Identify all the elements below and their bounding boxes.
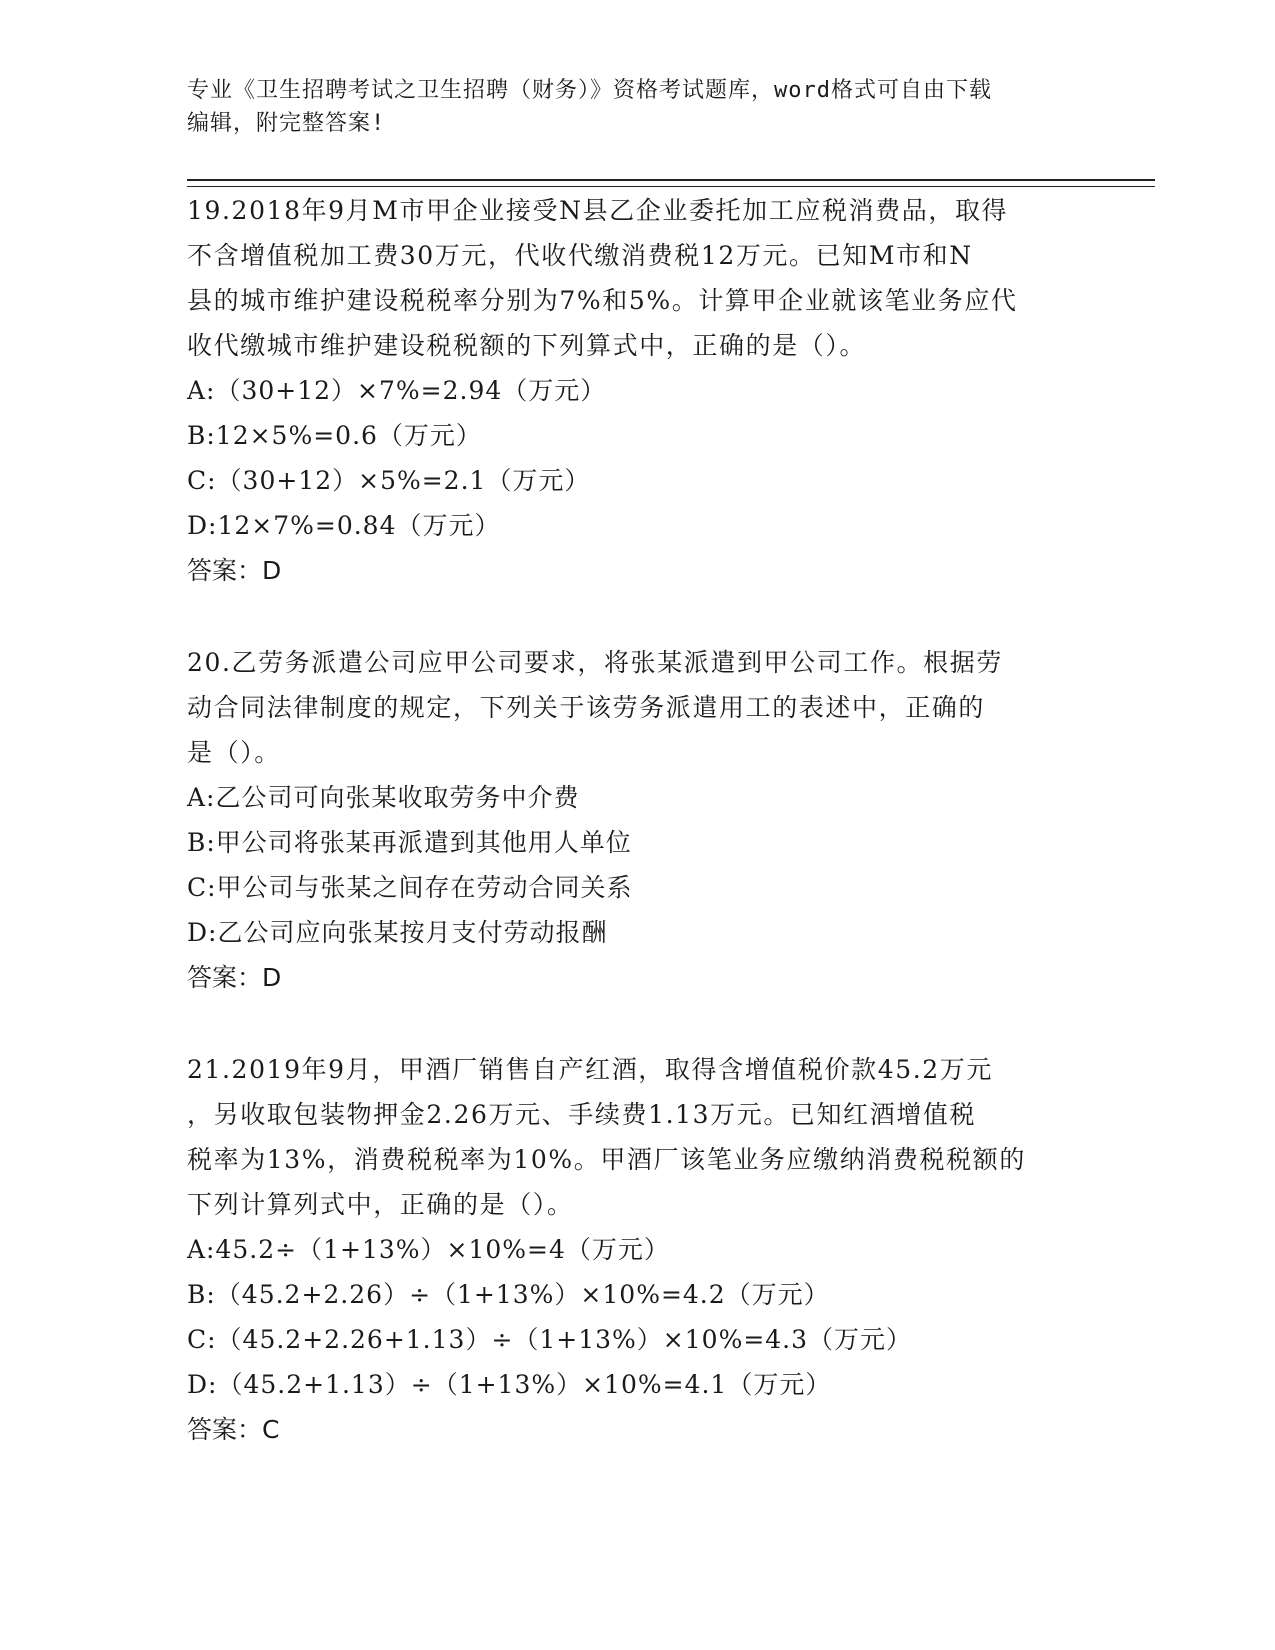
- question-line: 动合同法律制度的规定，下列关于该劳务派遣用工的表述中，正确的: [187, 693, 986, 722]
- option-c: C:甲公司与张某之间存在劳动合同关系: [187, 873, 633, 902]
- option-d: D:乙公司应向张某按月支付劳动报酬: [187, 918, 608, 947]
- question-21: [187, 1047, 1087, 1452]
- option-a: A:45.2÷（1+13%）×10%=4（万元）: [187, 1235, 670, 1264]
- option-a: A:乙公司可向张某收取劳务中介费: [187, 783, 580, 812]
- header-line: 专业《卫生招聘考试之卫生招聘（财务）》资格考试题库，word格式可自由下载: [187, 78, 992, 103]
- option-b: B:12×5%=0.6（万元）: [187, 421, 482, 450]
- question-text: [187, 188, 1087, 368]
- header-line: 编辑，附完整答案!: [187, 111, 386, 136]
- question-line: 是（）。: [187, 738, 281, 767]
- question-19: [187, 188, 1087, 593]
- option-d: D:（45.2+1.13）÷（1+13%）×10%=4.1（万元）: [187, 1370, 832, 1399]
- option-b: B:甲公司将张某再派遣到其他用人单位: [187, 828, 632, 857]
- option-c: C:（45.2+2.26+1.13）÷（1+13%）×10%=4.3（万元）: [187, 1325, 913, 1354]
- question-line: 21.2019年9月，甲酒厂销售自产红酒，取得含增值税价款45.2万元: [187, 1055, 993, 1084]
- option-b: B:（45.2+2.26）÷（1+13%）×10%=4.2（万元）: [187, 1280, 830, 1309]
- answer: 答案：C: [187, 1415, 280, 1444]
- question-line: ，另收取包装物押金2.26万元、手续费1.13万元。已知红酒增值税: [187, 1100, 977, 1129]
- option-d: D:12×7%=0.84（万元）: [187, 511, 501, 540]
- question-line: 19.2018年9月M市甲企业接受N县乙企业委托加工应税消费品，取得: [187, 196, 1009, 225]
- question-text: [187, 1047, 1087, 1227]
- option-c: C:（30+12）×5%=2.1（万元）: [187, 466, 591, 495]
- question-line: 县的城市维护建设税税率分别为7%和5%。计算甲企业就该笔业务应代: [187, 286, 1018, 315]
- answer: 答案：D: [187, 963, 282, 992]
- question-text: [187, 640, 1087, 775]
- question-line: 下列计算列式中，正确的是（）。: [187, 1190, 574, 1219]
- option-a: A:（30+12）×7%=2.94（万元）: [187, 376, 607, 405]
- question-line: 收代缴城市维护建设税税额的下列算式中，正确的是（）。: [187, 331, 867, 360]
- header-divider-thick: [187, 179, 1155, 181]
- header-divider-thin: [187, 186, 1155, 187]
- question-line: 税率为13%，消费税税率为10%。甲酒厂该笔业务应缴纳消费税税额的: [187, 1145, 1026, 1174]
- question-line: 不含增值税加工费30万元，代收代缴消费税12万元。已知M市和N: [187, 241, 973, 270]
- document-header: [187, 74, 1087, 140]
- question-line: 20.乙劳务派遣公司应甲公司要求，将张某派遣到甲公司工作。根据劳: [187, 648, 1003, 677]
- question-20: [187, 640, 1087, 1000]
- question-list: [187, 188, 1087, 1499]
- answer: 答案：D: [187, 556, 282, 585]
